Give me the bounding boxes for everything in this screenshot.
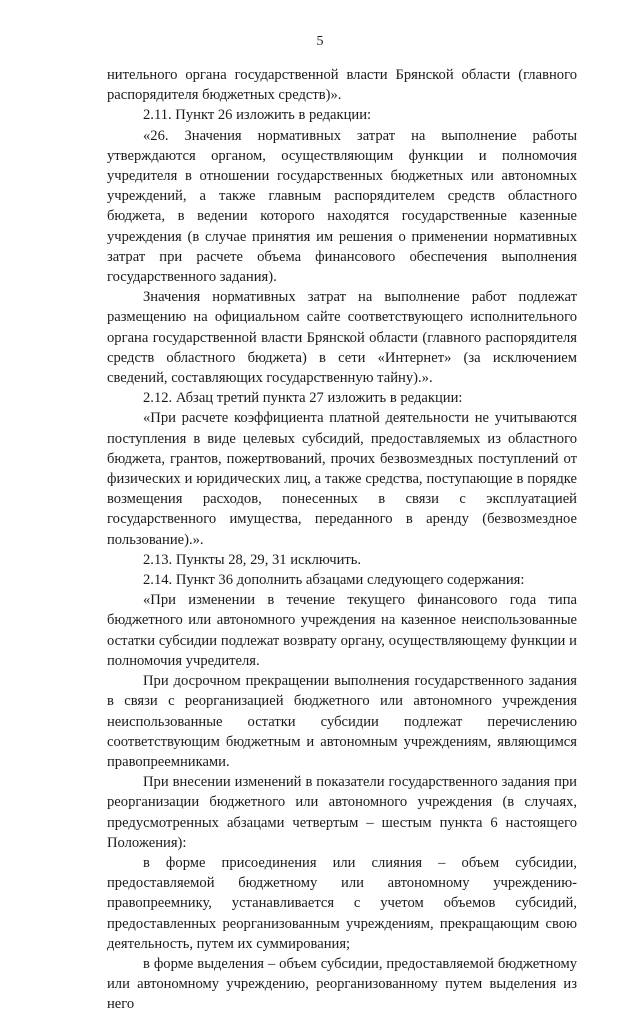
paragraph-reorganization-changes: При внесении изменений в показатели государственного задания при реорганизации бюджетного или автономного учреждения (в случаях, предусмотренных абзацами четвертым – шестым пункта 6 настоящего Положения): xyxy=(107,774,577,851)
paragraph-separation-form: в форме выделения – объем субсидии, предоставляемой бюджетному или автономному учреждению, реорганизованному путем выделения из него xyxy=(107,955,577,1013)
page-number: 5 xyxy=(316,34,324,49)
paragraph-item-2-12: 2.12. Абзац третий пункта 27 изложить в редакции: xyxy=(143,390,463,407)
paragraph-item-2-14: 2.14. Пункт 36 дополнить абзацами следующего содержания: xyxy=(143,572,525,589)
paragraph-point-26: «26. Значения нормативных затрат на выполнение работы утверждаются органом, осуществляющим функции и полномочия учредителя в отношении государственных бюджетных или автономных учреждений, а также главным распорядителем средств областного бюджета, в ведении которого находятся государственные казенные учреждения (в случае принятия им решения о применении нормативных затрат при расчете объема финансового обеспечения выполнения государственного задания). xyxy=(107,127,577,286)
paragraph-normative-costs-publication: Значения нормативных затрат на выполнение работ подлежат размещению на официальном сайте соответствующего исполнительного органа государственной власти Брянской области (главного распорядителя средств областного бюджета) в сети «Интернет» (за исключением сведений, составляющих государственную тайну).». xyxy=(107,289,577,387)
paragraph-type-change: «При изменении в течение текущего финансового года типа бюджетного или автономного учреждения на казенное неиспользованные остатки субсидии подлежат возврату органу, осуществляющему функции и полномочия учредителя. xyxy=(107,592,577,669)
paragraph-merger-form: в форме присоединения или слияния – объем субсидии, предоставляемой бюджетному или автономному учреждению-правопреемнику, устанавливается с учетом объемов субсидий, предоставленных реорганизованным учреждениям, прекращающим свою деятельность, путем их суммирования; xyxy=(107,854,577,952)
paragraph-paid-activity-coefficient: «При расчете коэффициента платной деятельности не учитываются поступления в виде целевых субсидий, предоставляемых из областного бюджета, грантов, пожертвований, прочих безвозмездных поступлений от физических и юридических лиц, а также средства, поступающие в порядке возмещения расходов, понесенных в связи с эксплуатацией государственного имущества, переданного в аренду (безвозмездное пользование).». xyxy=(107,410,577,548)
document-body xyxy=(107,65,577,1015)
paragraph-item-2-13: 2.13. Пункты 28, 29, 31 исключить. xyxy=(143,551,362,568)
paragraph-continuation: нительного органа государственной власти Брянской области (главного распорядителя бюджетных средств)». xyxy=(107,67,577,104)
paragraph-item-2-11: 2.11. Пункт 26 изложить в редакции: xyxy=(143,107,372,124)
paragraph-early-termination: При досрочном прекращении выполнения государственного задания в связи с реорганизацией бюджетного или автономного учреждения неиспользованные остатки субсидии подлежат перечислению соответствующим бюджетным и автономным учреждениям, являющимся правопреемниками. xyxy=(107,673,577,770)
